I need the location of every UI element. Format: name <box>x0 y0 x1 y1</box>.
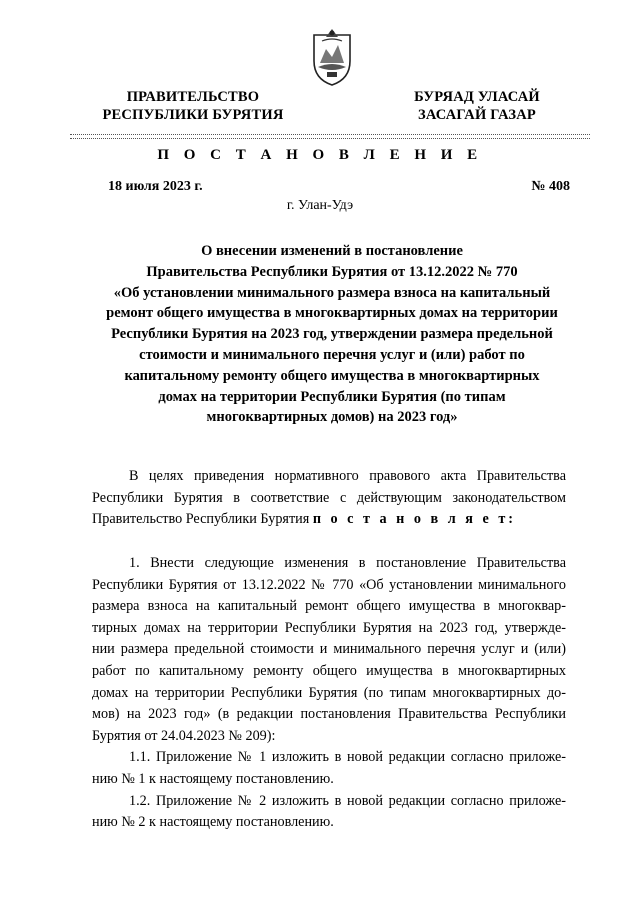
title-line: ремонт общего имущества в многоквартирных домах на территории <box>106 305 558 322</box>
body-line: 1. Внести следующие изменения в постановление Правительства <box>129 555 566 571</box>
document-type: П О С Т А Н О В Л Е Н И Е <box>157 147 483 163</box>
title-line: «Об установлении минимального размера взноса на капитальный <box>113 284 551 301</box>
document-title <box>92 241 572 428</box>
header-left-line1: ПРАВИТЕЛЬСТВО <box>126 89 260 105</box>
clause-1 <box>92 553 566 834</box>
header-right <box>392 88 562 124</box>
header-right-line1: БУРЯАД УЛАСАЙ <box>414 89 540 105</box>
document-number: № 408 <box>531 179 570 194</box>
header-left-line2: РЕСПУБЛИКИ БУРЯТИЯ <box>102 107 284 123</box>
body-line: тирных домах на территории Республики Бурятия на 2023 год, утвержде- <box>92 619 566 636</box>
document-date: 18 июля 2023 г. <box>108 179 203 194</box>
header-divider <box>70 134 590 135</box>
title-line: капитальному ремонту общего имущества в многоквартирных <box>124 367 540 384</box>
preamble-paragraph <box>92 466 566 531</box>
clause-1-1-line: нию № 1 к настоящему постановлению. <box>92 770 334 787</box>
body-line: В целях приведения нормативного правового акта Правительства <box>129 468 566 484</box>
body-line: мов) на 2023 год» (в редакции постановления Правительства Республики <box>92 706 566 723</box>
body-line: домах на территории Республики Бурятия (по типам многоквартирных до- <box>92 684 566 701</box>
header-right-line2: ЗАСАГАЙ ГАЗАР <box>418 107 536 123</box>
body-line: размера взноса на капитальный ремонт общего имущества в многоквар- <box>92 598 566 615</box>
body-line: Республики Бурятия в соответствие с действующим законодательством <box>92 489 566 506</box>
clause-1-2-line: 1.2. Приложение № 2 изложить в новой редакции согласно приложе- <box>129 792 566 809</box>
title-line: Правительства Республики Бурятия от 13.12.2022 № 770 <box>146 263 518 280</box>
title-line: стоимости и минимального перечня услуг и (или) работ по <box>139 346 525 363</box>
title-line: многоквартирных домов) на 2023 год» <box>206 409 458 426</box>
header-left <box>88 88 298 124</box>
body-line: нии размера предельной стоимости и минимального перечня услуг и (или) <box>92 641 566 658</box>
header-divider-secondary <box>70 138 590 139</box>
body-line <box>92 509 566 531</box>
document-city: г. Улан-Удэ <box>286 198 354 213</box>
resolves-word: п о с т а н о в л я е т: <box>312 511 517 528</box>
clause-1-2-line: нию № 2 к настоящему постановлению. <box>92 814 334 831</box>
body-line: Бурятия от 24.04.2023 № 209): <box>92 727 276 744</box>
title-line: О внесении изменений в постановление <box>201 243 463 259</box>
buryatia-coat-of-arms-icon <box>308 27 356 87</box>
body-line: работ по капитальному ремонту общего имущества в многоквартирных <box>92 662 566 679</box>
title-line: домах на территории Республики Бурятия (по типам <box>158 388 506 405</box>
clause-1-1-line: 1.1. Приложение № 1 изложить в новой редакции согласно приложе- <box>129 749 566 766</box>
title-line: Республики Бурятия на 2023 год, утверждении размера предельной <box>111 326 553 343</box>
preamble-text: Правительство Республики Бурятия <box>92 511 313 528</box>
body-line: Республики Бурятия от 13.12.2022 № 770 «Об установлении минимального <box>92 576 566 593</box>
